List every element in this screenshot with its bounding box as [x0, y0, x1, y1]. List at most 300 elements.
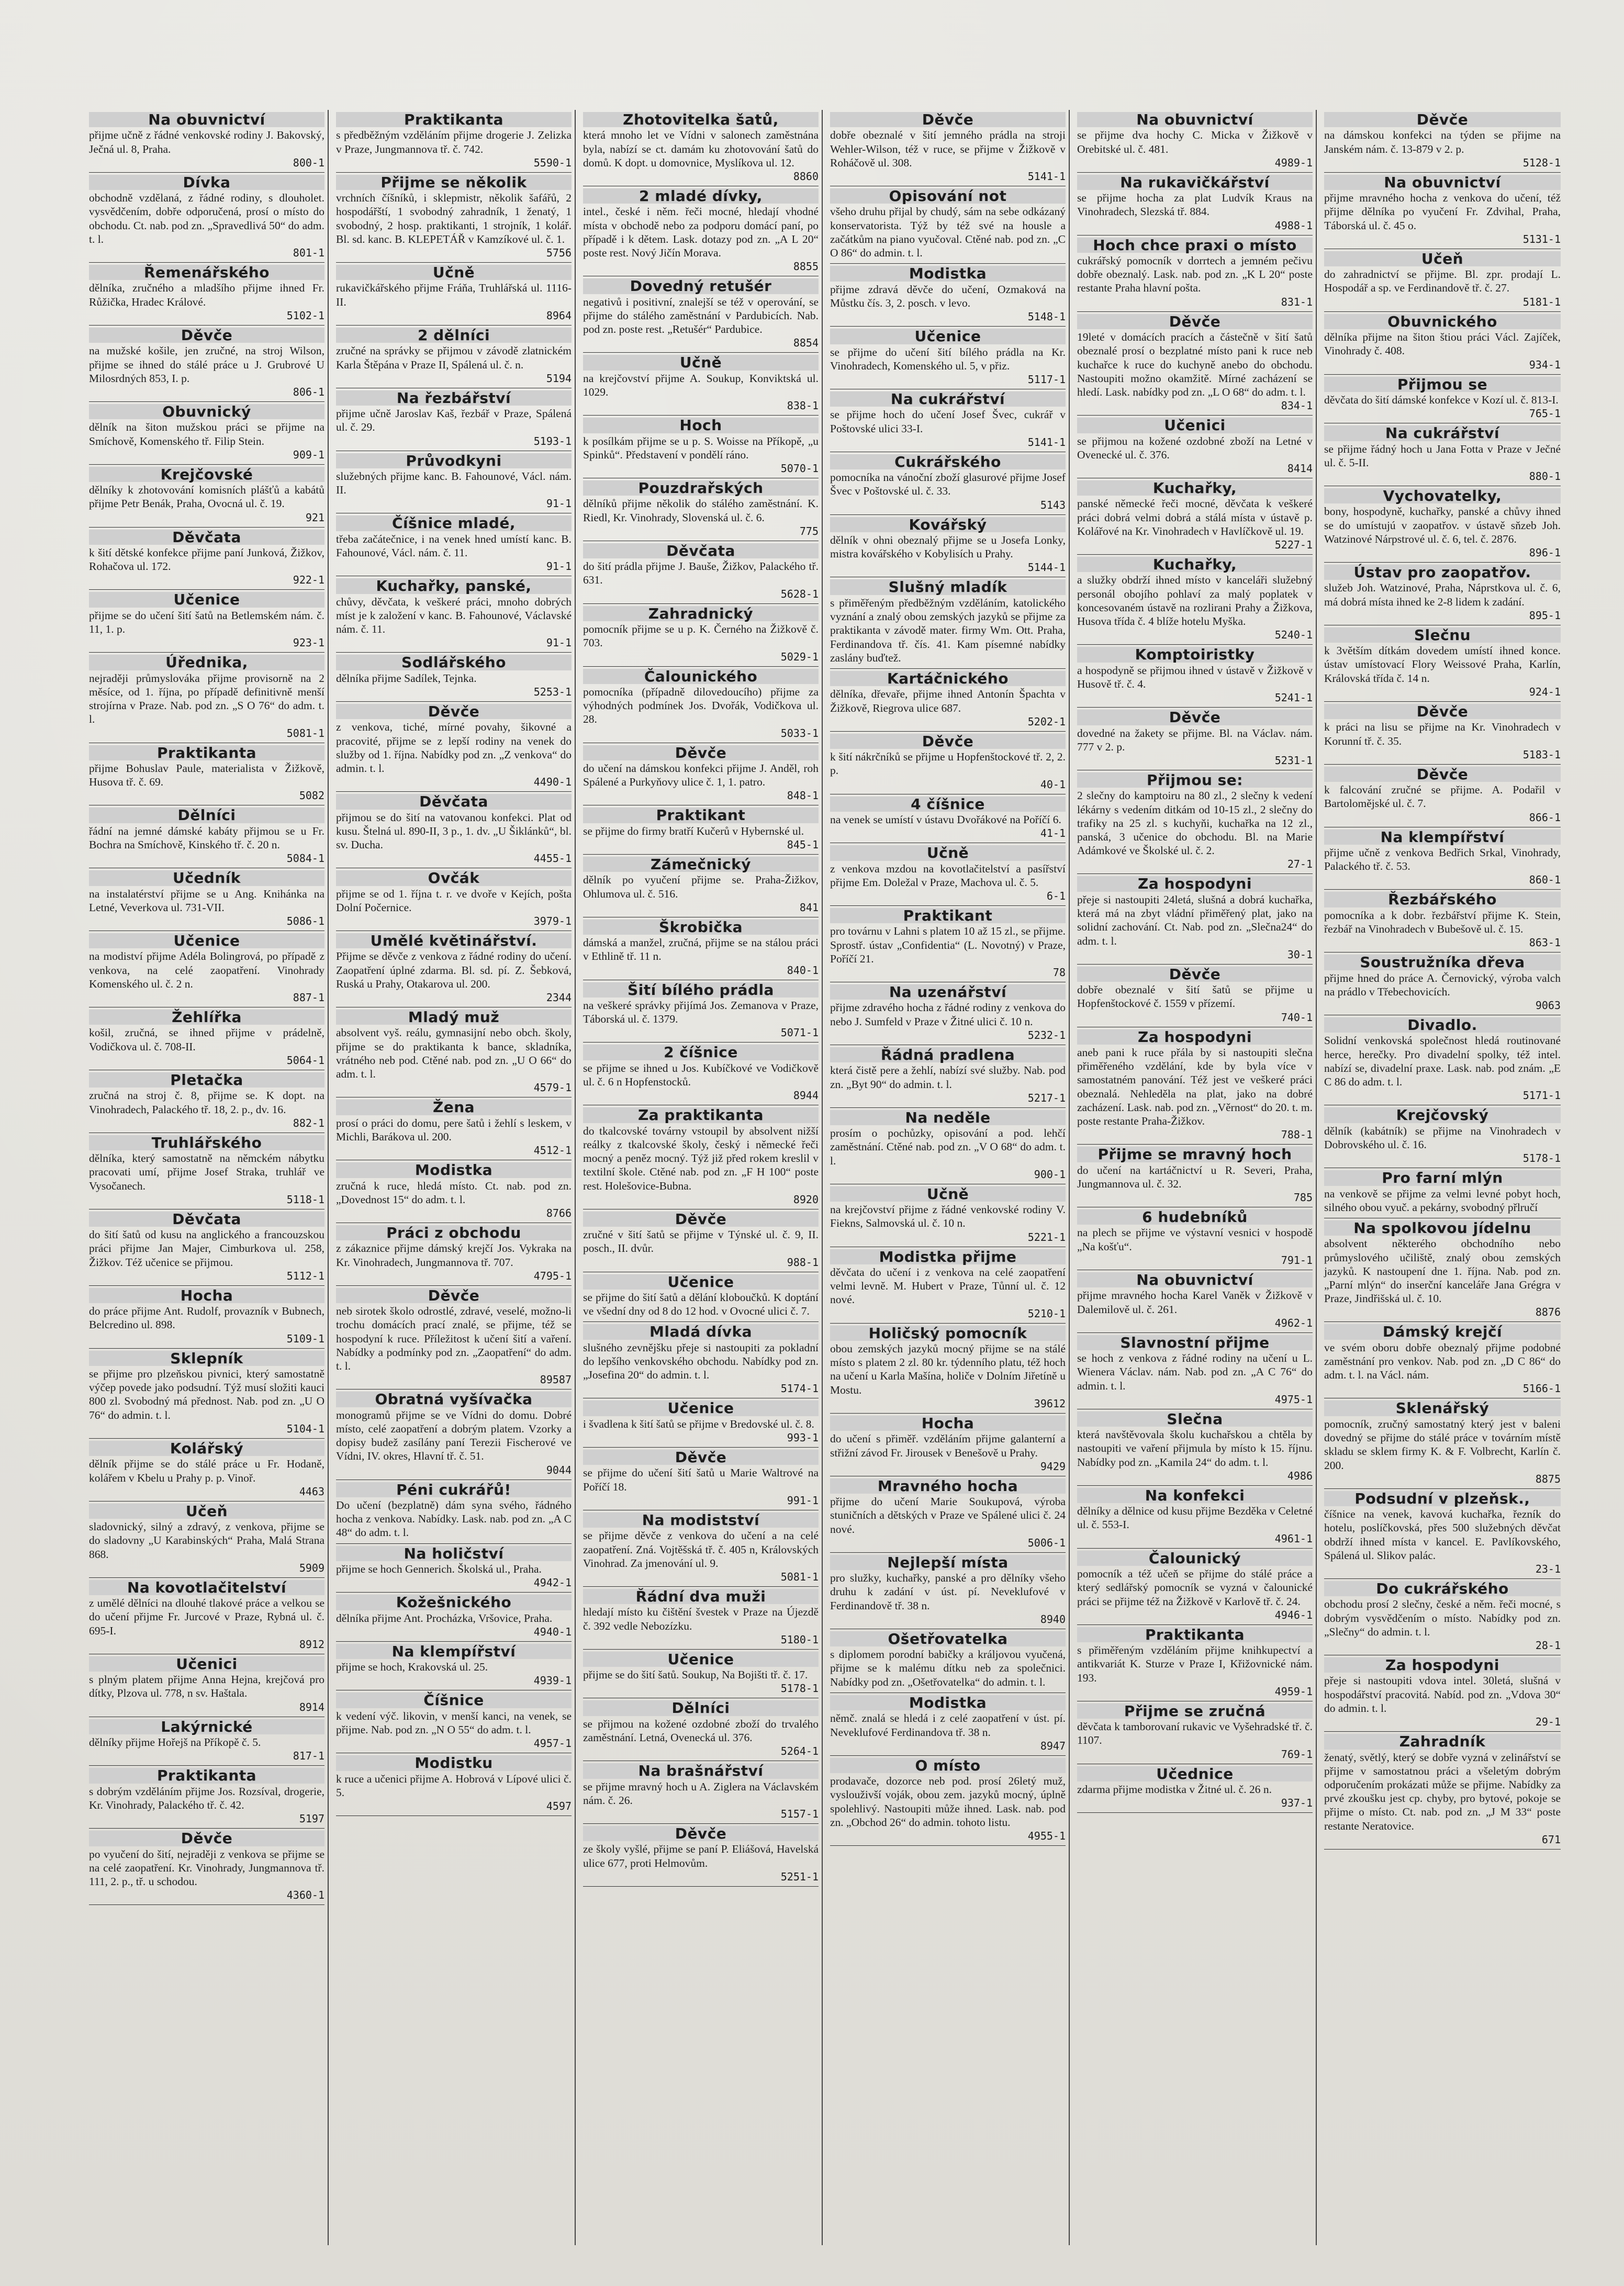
classified-ad [89, 1717, 324, 1766]
classified-ad [336, 1642, 572, 1691]
ad-code: 5210-1 [1027, 1307, 1066, 1320]
ad-body: po vyučení do šití, nejraději z venkova se přijme se na celé zaopatření. Kr. Vinohrady, Jungmannova tř. 111, 2. p., tř. u schodou. [89, 1847, 324, 1888]
ad-code: 2344 [546, 991, 572, 1004]
ad-heading: Na klempířství [336, 1644, 572, 1659]
classified-ad [1324, 1655, 1561, 1732]
ad-heading: Mravného hocha [830, 1478, 1066, 1494]
ad-code: 5241-1 [1274, 691, 1313, 704]
ad-heading: Řezbářského [1324, 892, 1561, 907]
ad-heading: Praktikant [830, 908, 1066, 923]
ad-code: 5102-1 [286, 309, 324, 322]
ad-code: 4957-1 [533, 1737, 572, 1750]
ad-body: číšnice na venek, kavová kuchařka, řezník do hotelu, poslíčkovská, přes 500 služebných děvčat obdrží ihned místa v kancel. E. Pavlíkovského, Spálená ul. Slikov palác. [1324, 1508, 1561, 1562]
ad-body: pomocník a též učeň se přijme do stálé práce a který sedlářský pomocník se vyzná v čalounické práci se přijme též na Žižkově v Karlově tř. č. 24. [1077, 1567, 1313, 1608]
ad-heading: Modistka [336, 1162, 572, 1178]
classified-ad [830, 982, 1066, 1045]
ad-heading: Dámský krejčí [1324, 1324, 1561, 1339]
ad-code: 9044 [546, 1463, 572, 1476]
ad-code: 4946-1 [1274, 1608, 1313, 1621]
ad-heading: Na obuvnictví [1077, 112, 1313, 127]
classified-ad [336, 868, 572, 931]
ad-code: 988-1 [787, 1256, 819, 1269]
ad-code: 4512-1 [533, 1144, 572, 1157]
ad-code: 5909 [299, 1561, 324, 1574]
ad-heading: Kartáčnického [830, 671, 1066, 686]
classified-ad [830, 1045, 1066, 1108]
ad-heading: Děvče [1077, 710, 1313, 725]
ad-code: 5178-1 [1522, 1152, 1561, 1165]
classified-ad [583, 1448, 819, 1510]
ad-heading: Za praktikanta [583, 1107, 819, 1123]
ad-heading: Na spolkovou jídelnu [1324, 1220, 1561, 1236]
classified-ad [1077, 874, 1313, 964]
ad-heading: Obuvnický [89, 404, 324, 419]
ad-heading: Průvodkyni [336, 453, 572, 468]
classified-ad [1324, 765, 1561, 827]
ad-body: přijme učně z řádné venkovské rodiny J. Bakovský, Ječná ul. 8, Praha. [89, 129, 324, 155]
ad-code: 78 [1052, 966, 1066, 979]
ad-body: přijme se hoch, Krakovská ul. 25. [336, 1661, 488, 1674]
ad-heading: Děvče [1077, 314, 1313, 329]
ad-code: 4940-1 [533, 1625, 572, 1638]
classified-ad [336, 173, 572, 263]
ad-code: 863-1 [1529, 936, 1561, 949]
ad-code: 900-1 [1034, 1168, 1066, 1181]
ad-body: k 3větším dítkám dovedem umístí ihned konce. ústav umístovací Flory Weissové Praha, Karlín, Královská třída č. 14 n. [1324, 644, 1561, 685]
ad-code: 4975-1 [1274, 1393, 1313, 1406]
ad-code: 5143 [1040, 498, 1066, 511]
classified-ad [830, 1476, 1066, 1553]
ad-body: na krejčovství přijme z řádné venkovské rodiny V. Fiekns, Salmovská ul. č. 10 n. [830, 1203, 1066, 1230]
classified-ad [89, 653, 324, 743]
ad-heading: Děvče [1324, 112, 1561, 127]
ad-heading: Obratná vyšívačka [336, 1392, 572, 1407]
ad-heading: Mladý muž [336, 1010, 572, 1025]
ad-code: 5070-1 [780, 462, 819, 475]
ad-code: 6-1 [1046, 890, 1066, 903]
ad-heading: Přijmou se: [1077, 772, 1313, 788]
ad-body: sladovnický, silný a zdravý, z venkova, přijme se do sladovny „U Karabinských“ Praha, Malá Strana 868. [89, 1520, 324, 1561]
ad-code: 8414 [1287, 462, 1313, 475]
ad-body: všeho druhu přijal by chudý, sám na sebe odkázaný konservatorista. Týž by též své na housle a začátkům na piano vyučoval. Ctěné nab. pod zn. „C O 86“ do admin. t. l. [830, 205, 1066, 260]
ad-heading: Ošetřovatelka [830, 1631, 1066, 1646]
ad-heading: Za hospodyni [1324, 1657, 1561, 1673]
classified-ad [1324, 625, 1561, 702]
ad-heading: Kuchařky, [1077, 480, 1313, 496]
classified-ad [89, 1578, 324, 1654]
ad-code: 5141-1 [1027, 170, 1066, 183]
ad-heading: Přijme se zručná [1077, 1704, 1313, 1719]
ad-code: 5144-1 [1027, 561, 1066, 574]
classified-ad [583, 478, 819, 541]
ad-heading: Děvče [583, 1450, 819, 1465]
ad-code: 791-1 [1281, 1253, 1313, 1267]
classified-ad [89, 326, 324, 402]
classified-ad [830, 669, 1066, 732]
ad-body: přijme se do učení šití šatů na Betlemském nám. č. 11, 1. p. [89, 609, 324, 636]
ad-code: 5628-1 [780, 587, 819, 600]
ad-code: 5084-1 [286, 852, 324, 865]
ad-heading: Lakýrnické [89, 1719, 324, 1734]
classified-ad [583, 353, 819, 416]
ad-heading: Na uzenářství [830, 984, 1066, 1000]
ad-code: 8875 [1535, 1472, 1561, 1485]
ad-code: 4986 [1287, 1469, 1313, 1482]
ad-code: 4463 [299, 1485, 324, 1498]
classified-ad [1077, 770, 1313, 874]
ad-heading: Kovářský [830, 517, 1066, 532]
ad-code: 4962-1 [1274, 1316, 1313, 1329]
classified-ad [336, 1223, 572, 1286]
ad-heading: Modistka [830, 266, 1066, 281]
ad-code: 785 [1293, 1191, 1313, 1204]
ad-heading: 6 hudebníků [1077, 1209, 1313, 1225]
ad-code: 9429 [1040, 1460, 1066, 1473]
ad-heading: Děvče [89, 328, 324, 343]
ad-heading: Děvče [830, 734, 1066, 749]
classified-ad [89, 1829, 324, 1905]
ad-body: k ruce a učenici přijme A. Hobrová v Lípové ulici č. 5. [336, 1772, 572, 1799]
classified-ad [336, 1593, 572, 1642]
classified-ad [583, 541, 819, 604]
classified-ad [1324, 249, 1561, 312]
ad-body: přeje si nastoupiti vdova intel. 30letá, slušná v hospodářství pracovitá. Nabíd. pod zn. „Vdova 30“ do admin. t. l. [1324, 1674, 1561, 1714]
ad-heading: 2 mladé dívky, [583, 188, 819, 204]
classified-ad [89, 1070, 324, 1133]
ad-code: 788-1 [1281, 1128, 1313, 1141]
ad-body: dělník přijme se do stálé práce u Fr. Hodaně, kolářem v Kbelu u Prahy p. p. Vinoř. [89, 1458, 324, 1484]
ad-body: dělníka přijme na šiton štiou práci Václ. Zajíček, Vinohrady č. 408. [1324, 331, 1561, 357]
ad-code: 5081-1 [780, 1570, 819, 1583]
ad-code: 89587 [540, 1373, 572, 1386]
ad-heading: Mladá dívka [583, 1324, 819, 1339]
ad-code: 4961-1 [1274, 1532, 1313, 1545]
classified-ad [830, 1553, 1066, 1629]
ad-body: pomocníka na vánoční zboží glasurové přijme Josef Švec v Poštovské ul. č. 33. [830, 471, 1066, 498]
classified-ad [336, 576, 572, 653]
ad-heading: Vychovatelky, [1324, 488, 1561, 503]
ad-heading: Za hospodyni [1077, 1029, 1313, 1045]
ad-heading: Děvčata [336, 794, 572, 809]
ad-code: 923-1 [293, 636, 324, 649]
ad-code: 5181-1 [1522, 295, 1561, 308]
ad-body: pro služky, kuchařky, panské a pro dělníky všeho druhu k zadání v úst. pí. Neveklufové v Ferdinandově tř. 38 n. [830, 1572, 1066, 1612]
classified-ad [583, 1272, 819, 1323]
classified-ad [89, 1133, 324, 1209]
ad-code: 27-1 [1287, 858, 1313, 871]
ad-code: 5251-1 [780, 1870, 819, 1883]
ad-body: k falcování zručné se přijme. A. Podařil v Bartolomějské ul. č. 7. [1324, 783, 1561, 810]
classified-ad [1077, 1270, 1313, 1333]
classified-ad [336, 1007, 572, 1097]
ad-heading: Do cukrářského [1324, 1581, 1561, 1596]
classified-ad [89, 1654, 324, 1717]
ad-heading: Děvče [583, 1212, 819, 1227]
ad-code: 9063 [1535, 999, 1561, 1012]
ad-heading: Žena [336, 1100, 572, 1115]
ad-code: 838-1 [787, 399, 819, 412]
ad-body: do učení na kartáčnictví u R. Severi, Praha, Jungmannova ul. č. 32. [1077, 1163, 1313, 1190]
classified-ad [583, 604, 819, 667]
ad-heading: Praktikant [583, 808, 819, 823]
ad-code: 5183-1 [1522, 748, 1561, 761]
ad-body: služeb Joh. Watzinové, Praha, Náprstkova ul. č. 6, má dobrá místa ihned ke 2-8 lidem k zadání. [1324, 581, 1561, 608]
ad-heading: Kuchařky, panské, [336, 578, 572, 593]
ad-code: 882-1 [293, 1116, 324, 1129]
classified-ad [583, 667, 819, 743]
classified-ad [1077, 1207, 1313, 1270]
classified-ad [1077, 645, 1313, 708]
ad-heading: Na konfekci [1077, 1488, 1313, 1503]
ad-code: 5180-1 [780, 1633, 819, 1646]
ad-heading: Na obuvnictví [1077, 1272, 1313, 1287]
classified-ad [89, 1209, 324, 1286]
classified-ad [89, 528, 324, 590]
ad-body: přijme učně Jaroslav Kaš, řezbář v Praze, Spálená ul. č. 29. [336, 407, 572, 434]
ad-body: ve svém oboru dobře obeznalý přijme podobné zaměstnání pro venkov. Nab. pod zn. „D C 86“ do adm. t. l. na Václ. nám. [1324, 1341, 1561, 1382]
ad-code: 5141-1 [1027, 435, 1066, 449]
ad-body: řádní na jemné dámské kabáty přijmou se u Fr. Bochra na Smíchově, Kinského tř. č. 20 n. [89, 824, 324, 851]
classified-ad [89, 263, 324, 326]
classified-ad [830, 1756, 1066, 1846]
ad-code: 4955-1 [1027, 1829, 1066, 1842]
ad-body: se přijme děvče z venkova do učení a na celé zaopatření. Zná. Vojtěšská tř. č. 405 n, Královských Vinohrad. Za jmenování ul. 9. [583, 1529, 819, 1570]
classified-ad [89, 931, 324, 1007]
ad-body: na venkově se přijme za velmi levné pobyt hoch, silného obou vyuč. a pekárny, svobodný přlručí [1324, 1187, 1561, 1214]
ad-body: obchodu prosí 2 slečny, české a něm. řeči mocné, s dobrým vysvědčením o místo. Nabídky pod zn. „Slečny“ do admin. t. l. [1324, 1598, 1561, 1638]
ad-heading: 2 číšnice [583, 1045, 819, 1060]
classified-ad [583, 1587, 819, 1650]
ad-body: dělník na šiton mužskou práci se přijme na Smíchově, Komenského tř. Filip Stein. [89, 421, 324, 447]
ad-body: absolvent některého obchodního nebo průmyslového učiliště, znalý obou zemských jazyků. K nastoupení dne 1. října. Nab. pod zn. „Parní mlýn“ do inserční kanceláře Jana Grégra v Praze, Jindřišská ul. č. 10. [1324, 1237, 1561, 1305]
ad-code: 4795-1 [533, 1269, 572, 1282]
ad-body: dělníka, dřevaře, přijme ihned Antonín Špachta v Žižkově, Riegrova ulice 687. [830, 688, 1066, 714]
classified-ad [830, 843, 1066, 906]
ad-body: dělníka, zručného a mladšího přijme ihned Fr. Růžička, Hradec Králové. [89, 282, 324, 308]
ad-body: se přijmou na kožené ozdobné zboží na Letné v Ovenecké ul. č. 376. [1077, 434, 1313, 461]
ad-heading: Dělníci [583, 1700, 819, 1716]
ad-body: dovedné na žakety se přijme. Bl. na Václav. nám. 777 v 2. p. [1077, 726, 1313, 753]
classified-ad [1324, 110, 1561, 173]
ad-heading: Nejlepší místa [830, 1555, 1066, 1570]
ad-heading: Zahradník [1324, 1734, 1561, 1749]
ad-heading: Přijme se mravný hoch [1077, 1147, 1313, 1162]
ad-heading: Zhotovitelka šatů, [583, 112, 819, 127]
classified-ad [89, 868, 324, 931]
ad-code: 8947 [1040, 1739, 1066, 1752]
ad-heading: Pletačka [89, 1072, 324, 1088]
ad-body: vrchních číšníků, i sklepmistr, několik šafářů, 2 hospodářští, 1 svobodný zahradník, 1 ženatý, 1 svobodný, 2 hosp. praktikanti, 1 strojník, 1 kolář. Bl. sd. kanc. B. KLEPETÁŘ v Kamzíkové ul. č. 1. [336, 192, 572, 245]
classified-ad [336, 1753, 572, 1816]
ad-body: k práci na lisu se přijme na Kr. Vinohradech v Korunní tř. č. 35. [1324, 721, 1561, 747]
ad-body: nejraději průmyslováka přijme provisorně na 2 měsíce, od 1. října, po případě definitivně menší strojírna v Praze. Nab. pod zn. „S O 76“ do adm. t. l. [89, 671, 324, 726]
ad-heading: Modistka [830, 1695, 1066, 1710]
ad-heading: Péni cukrářů! [336, 1482, 572, 1497]
classified-ad [336, 1690, 572, 1753]
classified-ad [89, 1349, 324, 1439]
ad-heading: Děvče [830, 112, 1066, 127]
classified-ad [1077, 1486, 1313, 1549]
classified-ad [583, 1209, 819, 1272]
ad-heading: Na cukrářství [830, 391, 1066, 407]
classified-ad [1077, 110, 1313, 173]
ad-heading: Řemenářského [89, 265, 324, 280]
ad-body: obchodně vzdělaná, z řádné rodiny, s dlouholet. vysvědčením, dobře odporučená, prosí o místo do obchodu. Ct. nab. pod zn. „Spravedlivá 50“ do adm. t. l. [89, 192, 324, 245]
classifieds-column [580, 110, 823, 2245]
ad-code: 5118-1 [286, 1193, 324, 1206]
classified-ad [89, 1439, 324, 1501]
ad-body: košil, zručná, se ihned přijme v prádelně, Vodičkova ul. č. 708-II. [89, 1026, 324, 1053]
ad-body: zručná k ruce, hledá místo. Ct. nab. pod zn. „Dovednost 15“ do adm. t. l. [336, 1179, 572, 1206]
ad-heading: Škrobička [583, 920, 819, 935]
ad-body: k vedení výč. likovin, v menší kanci, na venek, se přijme. Nab. pod zn. „N O 55“ do adm. t. l. [336, 1709, 572, 1736]
ad-code: 841 [799, 901, 819, 914]
ad-body: pomocníka (případně dilovedoucího) přijme za výhodných podmínek Jos. Dvořák, Vodičkova ul. 28. [583, 685, 819, 726]
ad-heading: Slavnostní přijme [1077, 1335, 1313, 1350]
ad-code: 39612 [1034, 1397, 1066, 1410]
classified-ad [1324, 173, 1561, 249]
ad-heading: Učenici [1077, 418, 1313, 433]
ad-body: němč. znalá se hledá i z celé zaopatření v úst. pí. Neveklufové Ferdinandova tř. 38 n. [830, 1712, 1066, 1739]
classified-ad [1324, 563, 1561, 625]
ad-body: 2 slečny do kamptoiru na 80 zl., 2 slečny k vedení lékárny s vedením ditkám od 10-15 zl., 2 slečny do trafiky na 25 zl. s kuchyňi, kuchařka na 12 zl., panská, 3 učenice do obchodu. Bl. na Marie Adámkové ve Školské ul. č. 2. [1077, 789, 1313, 857]
ad-heading: Práci z obchodu [336, 1225, 572, 1240]
ad-code: 8854 [793, 337, 819, 350]
ad-code: 5082 [299, 789, 324, 802]
classified-ad [336, 1160, 572, 1223]
ad-heading: Učenice [89, 592, 324, 607]
ad-body: na modiství přijme Adéla Bolingrová, po případě z venkova, na celé zaopatření. Vinohrady Komenského ul. č. 2 n. [89, 950, 324, 990]
ad-heading: Učenice [583, 1400, 819, 1416]
ad-code: 5148-1 [1027, 310, 1066, 323]
ad-body: intel., české i něm. řeči mocné, hledají vhodné místa v obchodě nebo za podporu domácí paní, po případě i k dětem. Lask. dotazy pod zn. „A L 20“ poste rest. Nový Jičín Morava. [583, 205, 819, 260]
ad-heading: Děvče [1324, 704, 1561, 719]
classified-ad [830, 1693, 1066, 1756]
ad-heading: Učenice [830, 329, 1066, 344]
classified-ad [336, 1097, 572, 1160]
ad-heading: Děvče [336, 704, 572, 719]
ad-heading: Krejčovský [1324, 1107, 1561, 1123]
ad-code: 23-1 [1535, 1563, 1561, 1576]
ad-body: hledají místo ku čištění švestek v Praze na Újezdě č. 392 vedle Nebozízku. [583, 1606, 819, 1632]
classified-ad [1324, 1015, 1561, 1105]
classified-ad [336, 451, 572, 514]
classified-ad [1324, 1218, 1561, 1322]
ad-body: ze školy vyšlé, přijme se paní P. Eliášová, Havelská ulice 677, proti Helmovům. [583, 1843, 819, 1869]
classified-ad [830, 732, 1066, 794]
ad-body: na instalatérství přijme se u Ang. Knihánka na Letné, Veverkova ul. 731-VII. [89, 887, 324, 914]
ad-heading: Hoch [583, 418, 819, 433]
ad-body: s plným platem přijme Anna Hejna, krejčová pro dítky, Plzova ul. 778, n sv. Haštala. [89, 1673, 324, 1700]
ad-code: 937-1 [1281, 1797, 1313, 1810]
ad-heading: Děvče [583, 745, 819, 760]
ad-body: přijme zdravá děvče do učení, Ozmaková na Můstku čís. 3, 2. posch. v levo. [830, 283, 1066, 309]
ad-code: 8855 [793, 260, 819, 273]
classified-ad [1324, 1579, 1561, 1655]
classified-ad [583, 110, 819, 186]
ad-heading: 2 dělníci [336, 328, 572, 343]
classified-ad [583, 1824, 819, 1887]
ad-code: 921 [305, 511, 324, 524]
classified-ad [336, 110, 572, 173]
ad-body: přijme Bohuslav Paule, materialista v Žižkově, Husova tř. č. 69. [89, 761, 324, 789]
classified-ad [1077, 708, 1313, 770]
ad-body: prosím o pochůzky, opisování a pod. lehčí zaměstnání. Ctěné nab. pod zn. „V O 68“ do adm. t. l. [830, 1127, 1066, 1167]
ad-body: k šití dětské konfekce přijme paní Junková, Žižkov, Rohačova ul. 172. [89, 546, 324, 573]
ad-body: na venek se umístí v ústavu Dvořákové na Poříčí 6. [830, 813, 1061, 826]
classified-ad [830, 264, 1066, 327]
classified-ad [1077, 1549, 1313, 1625]
classified-ad [1324, 423, 1561, 486]
ad-code: 866-1 [1529, 811, 1561, 824]
classified-ad [336, 1389, 572, 1480]
ad-body: se přijme do učení šití bílého prádla na Kr. Vinohradech, Komenského ul. 5, v přiz. [830, 345, 1066, 372]
classified-ad [1324, 890, 1561, 952]
ad-heading: Umělé květinářství. [336, 933, 572, 948]
classified-ad [336, 388, 572, 451]
ad-code: 924-1 [1529, 685, 1561, 698]
ad-heading: Učednice [1077, 1766, 1313, 1781]
ad-code: 5071-1 [780, 1026, 819, 1039]
ad-code: 28-1 [1535, 1639, 1561, 1652]
classified-ad [89, 173, 324, 263]
classified-ad [583, 1761, 819, 1824]
classified-ad [1077, 1027, 1313, 1145]
ad-code: 4579-1 [533, 1081, 572, 1094]
ad-heading: Na holičství [336, 1546, 572, 1561]
ad-body: přijme mravného hocha z venkova do učení, též přijme dělníka po vyučení Fr. Zdvihal, Praha, Táborská ul. č. 45 o. [1324, 192, 1561, 232]
classified-ad [89, 1501, 324, 1578]
ad-heading: Praktikanta [336, 112, 572, 127]
ad-code: 5221-1 [1027, 1230, 1066, 1243]
ad-heading: Učně [583, 355, 819, 370]
ad-code: 4959-1 [1274, 1685, 1313, 1698]
ad-body: s předběžným vzděláním přijme drogerie J. Zelizka v Praze, Jungmannova tř. č. 742. [336, 129, 572, 155]
ad-code: 5756 [546, 246, 572, 260]
classified-ad [583, 805, 819, 855]
ad-heading: Dovedný retušér [583, 278, 819, 294]
ad-code: 91-1 [546, 636, 572, 649]
ad-code: 8920 [793, 1193, 819, 1206]
ad-body: dělníky a dělnice od kusu přijme Bezděka v Celetné ul. č. 553-I. [1077, 1505, 1313, 1531]
ad-heading: Číšnice [336, 1693, 572, 1708]
ad-code: 801-1 [293, 246, 324, 260]
ad-heading: Praktikanta [1077, 1627, 1313, 1642]
classified-ad [89, 1766, 324, 1829]
ad-body: přijme se do šití šatů. Soukup, Na Bojišti tř. č. 17. [583, 1668, 808, 1682]
classified-ad [89, 402, 324, 465]
ad-code: 4989-1 [1274, 156, 1313, 169]
ad-heading: Děvče [89, 1831, 324, 1846]
ad-body: dělníka přijme Sadílek, Tejnka. [336, 671, 477, 685]
classified-ad [1324, 1732, 1561, 1850]
ad-body: s přiměřeným vzděláním přijme knihkupectví a antikvariát K. Sturze v Praze I, Křižovnické nám. 193. [1077, 1644, 1313, 1684]
classified-ad [1077, 1409, 1313, 1486]
ad-heading: Slušný mladík [830, 579, 1066, 595]
ad-code: 5178-1 [780, 1682, 819, 1695]
ad-code: 5086-1 [286, 915, 324, 928]
ad-code: 806-1 [293, 385, 324, 398]
ad-body: děvčata k tamborovaní rukavic ve Vyšehradské tř. č. 1107. [1077, 1720, 1313, 1747]
classified-ad [336, 326, 572, 388]
ad-heading: Opisování not [830, 188, 1066, 204]
ad-heading: Šití bílého prádla [583, 982, 819, 998]
ad-code: 834-1 [1281, 399, 1313, 412]
classified-ad [830, 1629, 1066, 1693]
classifieds-columns [86, 110, 1565, 2245]
classified-ad [336, 702, 572, 792]
ad-body: dělník v ohni obeznalý přijme se u Josefa Lonky, mistra kovářského v Kobylisích u Prahy. [830, 534, 1066, 561]
